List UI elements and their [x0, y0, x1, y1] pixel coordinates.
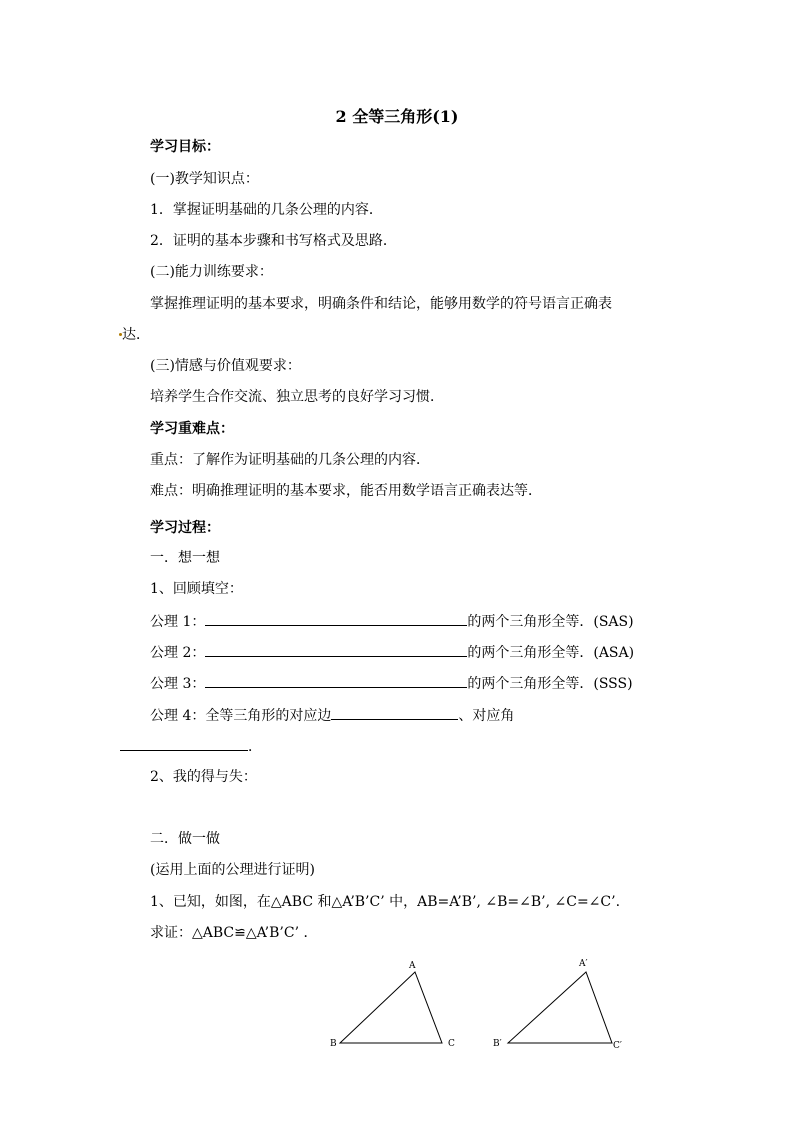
vertex-label-b-prime: B′ [493, 1039, 502, 1049]
axiom-2 [150, 642, 634, 663]
prove-statement: 求证：△ABC≌△A’B’C’ ． [150, 925, 318, 941]
goals-heading: 学习目标： [150, 139, 220, 155]
axiom-4-cont [120, 736, 262, 757]
axiom4-mid: 、对应角 [458, 708, 515, 724]
axiom-suffix: 的两个三角形全等．(ASA) [467, 645, 635, 661]
proof-note: (运用上面的公理进行证明) [150, 862, 315, 878]
vertex-label-a-prime: A′ [579, 959, 588, 969]
fill-blank[interactable] [205, 673, 467, 688]
fill-blank[interactable] [120, 736, 248, 751]
goal-item-1: 1．掌握证明基础的几条公理的内容． [150, 202, 383, 218]
ability-text-cont: 达． [122, 327, 150, 343]
fill-blank[interactable] [331, 705, 458, 720]
axiom-4 [150, 705, 514, 726]
triangle-abc [340, 972, 442, 1043]
part-two-heading: 二．做一做 [150, 831, 220, 847]
axiom-suffix: 的两个三角形全等．(SSS) [467, 676, 633, 692]
keypoints-heading: 学习重难点： [150, 421, 234, 437]
axiom-label: 公理 1： [150, 614, 206, 630]
triangle-abc-prime [508, 972, 612, 1043]
fill-blank[interactable] [205, 611, 467, 626]
gains-prompt: 2、我的得与失： [150, 769, 257, 785]
triangles-figure [320, 950, 640, 1055]
process-heading: 学习过程： [150, 520, 220, 536]
axiom-3 [150, 673, 633, 694]
axiom-suffix: 的两个三角形全等．(SAS) [467, 614, 634, 630]
fill-blank[interactable] [205, 642, 467, 657]
emotion-text: 培养学生合作交流、独立思考的良好学习习惯． [150, 389, 444, 405]
difficult-point: 难点：明确推理证明的基本要求，能否用数学语言正确表达等． [150, 483, 542, 499]
axiom-label: 公理 3： [150, 676, 206, 692]
page-title: 2 全等三角形(1) [335, 107, 459, 126]
vertex-label-a: A [409, 961, 416, 971]
ability-section: (二)能力训练要求： [150, 264, 273, 280]
ability-text: 掌握推理证明的基本要求，明确条件和结论，能够用数学的符号语言正确表 [150, 296, 612, 312]
review-prompt: 1、回顾填空： [150, 581, 243, 597]
vertex-label-b: B [330, 1039, 337, 1049]
part-one-heading: 一．想一想 [150, 550, 220, 566]
problem-statement: 1、已知，如图，在△ABC 和△A’B’C’ 中，AB=A’B’, ∠B=∠B’, ∠C=∠C’. [150, 894, 621, 910]
axiom4-label: 公理 4：全等三角形的对应边 [150, 708, 332, 724]
vertex-label-c-prime: C′ [613, 1041, 622, 1051]
axiom-label: 公理 2： [150, 645, 206, 661]
axiom4-end: ． [248, 739, 262, 755]
emotion-section: (三)情感与价值观要求： [150, 358, 301, 374]
goal-item-2: 2．证明的基本步骤和书写格式及思路． [150, 233, 397, 249]
vertex-label-c: C [448, 1039, 455, 1049]
key-point: 重点：了解作为证明基础的几条公理的内容． [150, 452, 430, 468]
knowledge-section: (一)教学知识点： [150, 171, 259, 187]
axiom-1 [150, 611, 634, 632]
